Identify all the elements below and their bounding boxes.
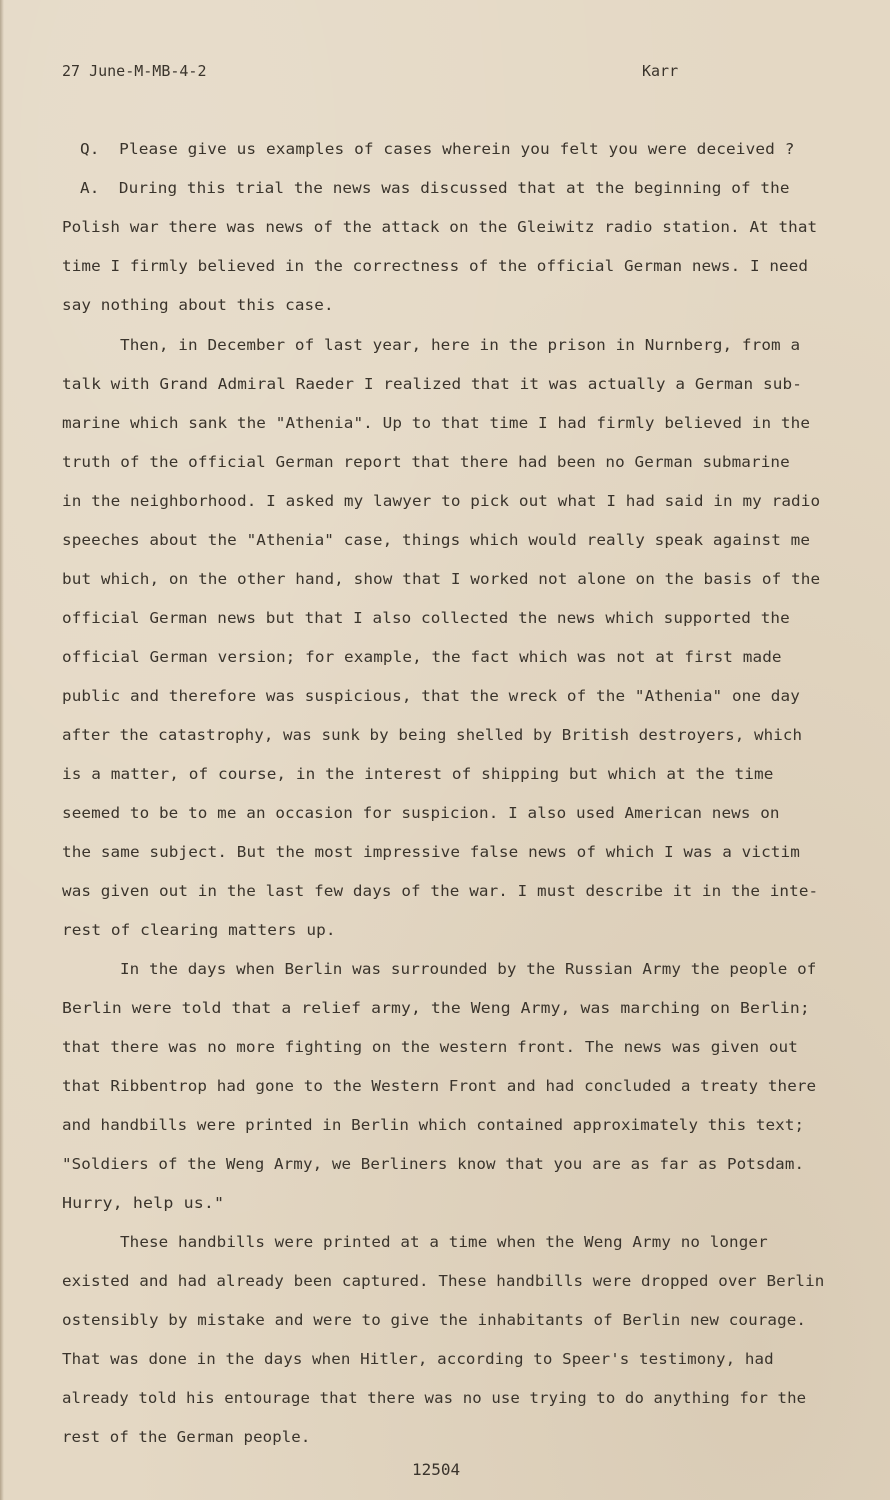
body-line: official German news but that I also collected the news which supported the xyxy=(62,609,790,627)
body-line: and handbills were printed in Berlin which contained approximately this text; xyxy=(62,1116,805,1134)
body-line: but which, on the other hand, show that I worked not alone on the basis of the xyxy=(62,570,821,588)
body-line: truth of the official German report that there had been no German submarine xyxy=(62,453,790,471)
body-line: that Ribbentrop had gone to the Western Front and had concluded a treaty there xyxy=(62,1077,817,1095)
paragraph-start-line: These handbills were printed at a time when the Weng Army no longer xyxy=(120,1233,768,1251)
document-reference: 27 June-M-MB-4-2 xyxy=(62,62,207,80)
speaker-name: Karr xyxy=(642,62,679,80)
body-line: is a matter, of course, in the interest of shipping but which at the time xyxy=(62,765,774,783)
question-line: Q. Please give us examples of cases wherein you felt you were deceived ? xyxy=(80,140,795,158)
body-line: ostensibly by mistake and were to give the inhabitants of Berlin new courage. xyxy=(62,1311,807,1329)
body-line: in the neighborhood. I asked my lawyer to pick out what I had said in my radio xyxy=(62,492,821,510)
body-line: existed and had already been captured. These handbills were dropped over Berlin xyxy=(62,1272,825,1290)
body-line: time I firmly believed in the correctness of the official German news. I need xyxy=(62,257,809,275)
body-line: That was done in the days when Hitler, according to Speer's testimony, had xyxy=(62,1350,774,1368)
page-number: 12504 xyxy=(412,1460,461,1479)
body-line: Hurry, help us." xyxy=(62,1194,225,1212)
body-line: marine which sank the "Athenia". Up to that time I had firmly believed in the xyxy=(62,414,811,432)
body-line: "Soldiers of the Weng Army, we Berliners know that you are as far as Potsdam. xyxy=(62,1155,805,1173)
body-line: the same subject. But the most impressive false news of which I was a victim xyxy=(62,843,800,861)
body-line: Polish war there was news of the attack on the Gleiwitz radio station. At that xyxy=(62,218,818,236)
body-line: already told his entourage that there was no use trying to do anything for the xyxy=(62,1389,807,1407)
body-line: Berlin were told that a relief army, the Weng Army, was marching on Berlin; xyxy=(62,999,810,1017)
body-line: rest of the German people. xyxy=(62,1428,311,1446)
body-line: rest of clearing matters up. xyxy=(62,921,336,939)
body-line: after the catastrophy, was sunk by being shelled by British destroyers, which xyxy=(62,726,803,744)
body-line: seemed to be to me an occasion for suspicion. I also used American news on xyxy=(62,804,780,822)
body-line: was given out in the last few days of the war. I must describe it in the inte- xyxy=(62,882,819,900)
body-line: that there was no more fighting on the western front. The news was given out xyxy=(62,1038,798,1056)
body-line: say nothing about this case. xyxy=(62,296,334,314)
page-edge-shadow xyxy=(0,0,4,1500)
paragraph-start-line: In the days when Berlin was surrounded by the Russian Army the people of xyxy=(120,960,817,978)
paragraph-start-line: Then, in December of last year, here in the prison in Nurnberg, from a xyxy=(120,336,801,354)
body-line: speeches about the "Athenia" case, things which would really speak against me xyxy=(62,531,811,549)
body-line: talk with Grand Admiral Raeder I realized that it was actually a German sub- xyxy=(62,375,802,393)
body-line: public and therefore was suspicious, that the wreck of the "Athenia" one day xyxy=(62,687,800,705)
answer-line: A. During this trial the news was discussed that at the beginning of the xyxy=(80,179,790,197)
body-line: official German version; for example, the fact which was not at first made xyxy=(62,648,782,666)
